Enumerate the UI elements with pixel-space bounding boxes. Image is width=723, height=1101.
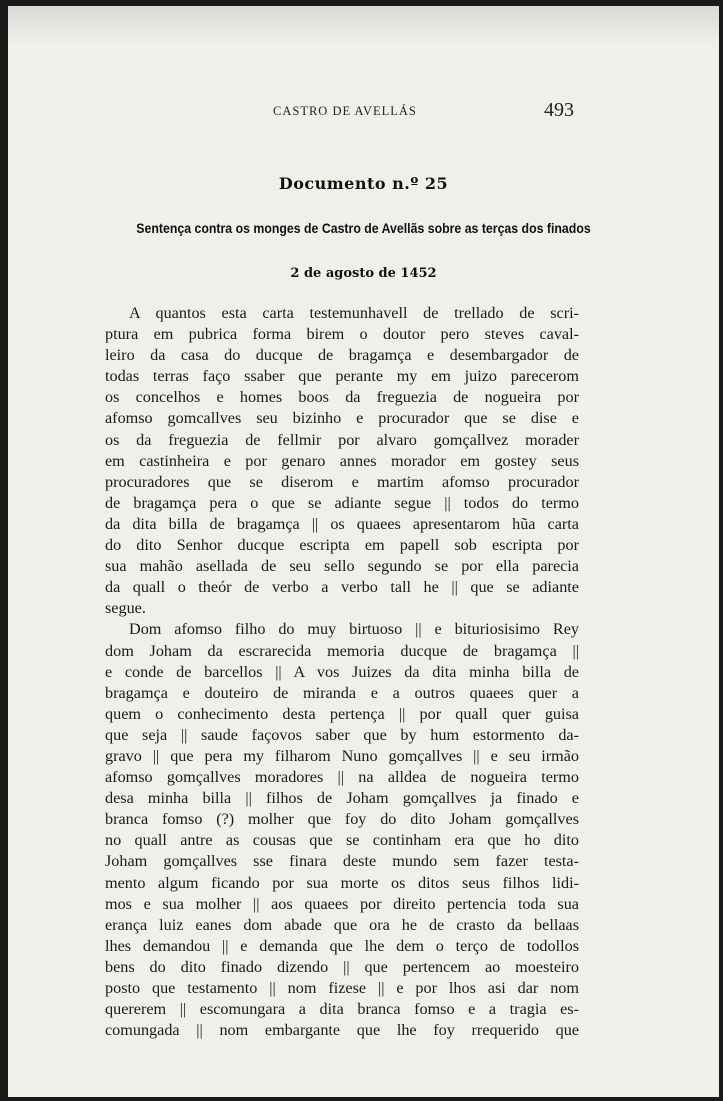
body-line: A quantos esta carta testemunhavell de trellado de scri-	[129, 304, 579, 322]
body-line: quem o conhecimento desta pertença || por quall quer guisa	[105, 704, 579, 723]
body-line: posto que testamento || nom fizese || e por lhos asi dar nom	[105, 979, 579, 997]
body-line: desa minha billa || filhos de Joham gomçallves ja finado e	[105, 789, 579, 808]
document-title: Documento n.º 25	[278, 174, 449, 193]
body-line: quererem || escomungara a dita branca fomso e a tragia es-	[105, 1000, 579, 1019]
body-line: mos e sua molher || aos quaees por direito pertencia toda sua	[105, 894, 579, 913]
body-line: segue.	[105, 599, 146, 618]
document-subtitle: Sentença contra os monges de Castro de Avellãs sobre as terças dos finados	[136, 220, 591, 236]
body-line: gravo || que pera my filharom Nuno gomçallves || e seu irmão	[105, 746, 579, 765]
body-line: bragamça e douteiro de miranda e a outros quaees quer a	[105, 683, 579, 702]
body-line: afomso gomcallves seu bizinho e procurador que se dise e	[105, 409, 579, 428]
body-line: erança luiz eanes dom abade que ora he de crasto da bellaas	[105, 915, 579, 934]
document-date: 2 de agosto de 1452	[290, 266, 437, 281]
body-line: Dom afomso filho do muy birtuoso || e bituriosisimo Rey	[129, 620, 579, 639]
body-line: leiro da casa do ducque de bragamça e desembargador de	[105, 346, 579, 365]
body-line: branca fomso (?) molher que foy do dito Joham gomçallves	[105, 810, 579, 829]
body-line: em castinheira e por genaro annes morador em gostey seus	[105, 451, 579, 470]
body-line: ptura em pubrica forma birem o doutor pero steves caval-	[105, 325, 579, 344]
body-line: da dita billa de bragamça || os quaees apresentarom hũa carta	[105, 514, 579, 533]
body-line: afomso gomçallves moradores || na alldea de nogueira termo	[105, 768, 579, 787]
body-line: e conde de barcellos || A vos Juizes da dita minha billa de	[105, 662, 579, 681]
body-line: Joham gomçallves sse finara deste mundo sem fazer testa-	[105, 852, 579, 871]
body-line: dom Joham da escrarecida memoria ducque de bragamça ||	[105, 641, 579, 660]
body-line: bens do dito finado dizendo || que pertencem ao moesteiro	[105, 957, 579, 976]
body-line: lhes demandou || e demanda que lhe dem o terço de todollos	[105, 936, 579, 955]
page-number: 493	[544, 99, 574, 121]
body-line: os da freguezia de fellmir por alvaro gomçallvez morader	[105, 430, 579, 449]
body-line: procuradores que se diserom e martim afomso procurador	[105, 472, 579, 491]
body-line: de bragamça pera o que se adiante segue || todos do termo	[105, 493, 579, 512]
document-page	[8, 6, 719, 1097]
body-line: comungada || nom embargante que lhe foy rrequerido que	[105, 1021, 579, 1040]
body-line: sua mahão asellada de seu sello segundo se por ella parecia	[105, 557, 579, 576]
body-text	[105, 303, 579, 1041]
body-line: no quall antre as cousas que se continham era que ho dito	[105, 831, 579, 850]
body-line: do dito Senhor ducque escripta em papell sob escripta por	[105, 536, 579, 555]
body-line: mento algum ficando por sua morte os ditos seus filhos lidi-	[105, 873, 579, 892]
body-line: da quall o theór de verbo a verbo tall he || que se adiante	[105, 578, 579, 597]
body-line: que seja || saude façovos saber que by hum estormento da-	[105, 725, 579, 744]
body-line: os concelhos e homes boos da freguezia de nogueira por	[105, 388, 579, 407]
running-head-title: CASTRO DE AVELLÁS	[273, 104, 417, 118]
body-line: todas terras faço ssaber que perante my em juizo parecerom	[105, 367, 579, 386]
